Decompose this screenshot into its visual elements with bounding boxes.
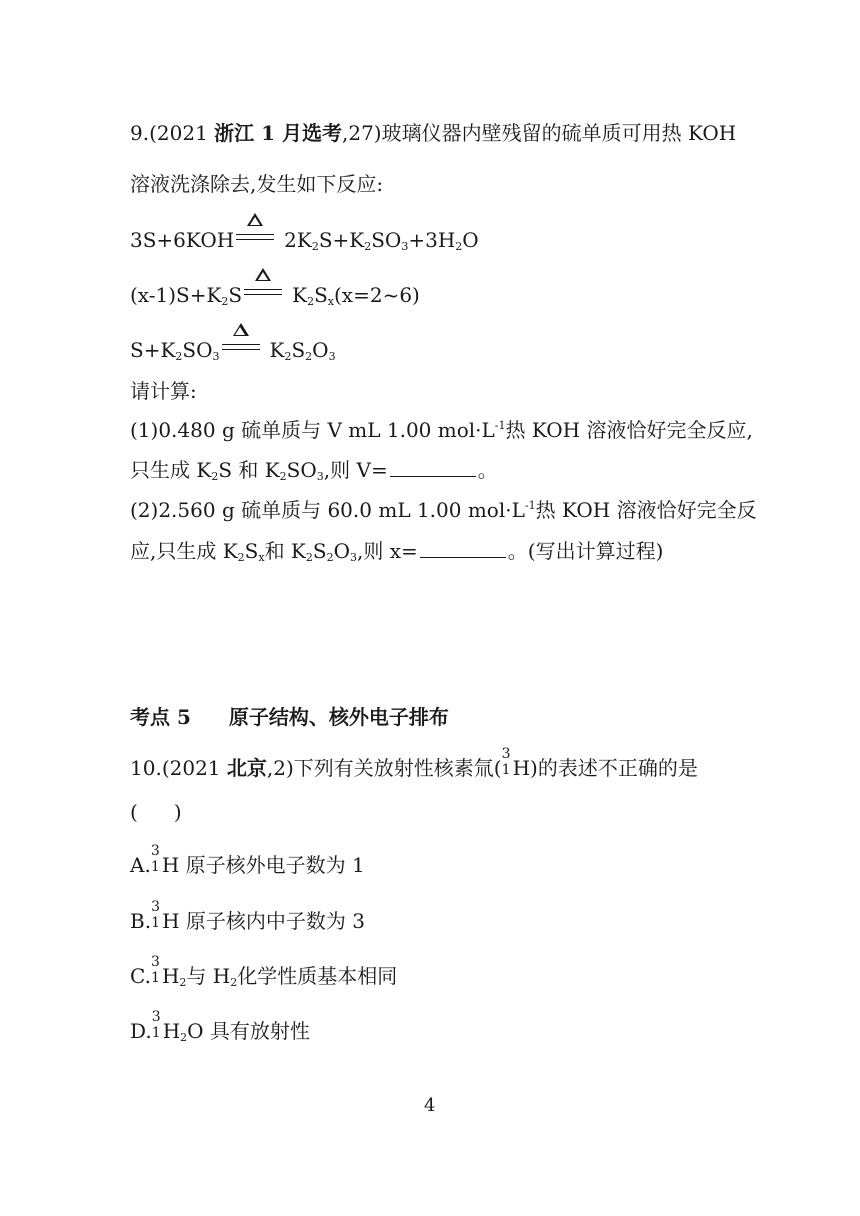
option-d[interactable]: D. 3 1 $H_2O$ 具有放射性 bbox=[130, 1009, 310, 1044]
answer-blank-x[interactable] bbox=[420, 541, 506, 558]
q9-source-place: 浙江 1 月选考 bbox=[214, 121, 342, 145]
q10-answer-paren[interactable]: ( ) bbox=[130, 800, 182, 824]
q9-part1-line1: (1)0.480 g 硫单质与 V mL 1.00 $mol\cdot L^{-1}$热 KOH 溶液恰好完全反应, bbox=[130, 418, 753, 442]
reaction-1: 3S+6KOH $2K_2S+K_2SO_3+3H_2O$ bbox=[130, 227, 479, 250]
q9-part1-line2: 只生成 $K_2S$ 和 $K_2SO_3$,则 V= 。 bbox=[130, 458, 498, 483]
q10-number: 10. bbox=[130, 756, 162, 780]
isotope-notation: 3 1 bbox=[501, 746, 511, 778]
isotope-notation: 3 1 bbox=[150, 954, 160, 986]
reaction-2: $(x-1)S+K_2S$ $K_2S_x(x=2\sim 6)$ bbox=[130, 282, 420, 305]
option-a[interactable]: A. 3 1 H 原子核外电子数为 1 bbox=[130, 843, 365, 877]
q9-part2-line1: (2)2.560 g 硫单质与 60.0 mL 1.00 $mol\cdot L^{-1}$热 KOH 溶液恰好完全反 bbox=[130, 498, 757, 522]
q9-source-rest: ,27) bbox=[342, 121, 382, 145]
reaction-1-lhs: 3S+6KOH bbox=[130, 228, 235, 252]
isotope-notation: 3 1 bbox=[151, 899, 160, 931]
q9-stem-line2: 溶液洗涤除去,发生如下反应: bbox=[130, 172, 384, 196]
q10-source-place: 北京 bbox=[226, 756, 267, 780]
isotope-notation: 3 1 bbox=[151, 1009, 161, 1041]
section-title: 原子结构、核外电子排布 bbox=[228, 705, 449, 729]
heating-equals-sign bbox=[222, 337, 260, 357]
heating-equals-sign bbox=[244, 282, 282, 302]
q9-source-year: (2021 bbox=[149, 121, 215, 145]
option-c[interactable]: C. 3 1 $H_2$与 $H_2$化学性质基本相同 bbox=[130, 954, 398, 989]
option-b[interactable]: B. 3 1 H 原子核内中子数为 3 bbox=[130, 899, 365, 933]
section-heading bbox=[130, 707, 449, 727]
heating-equals-sign bbox=[236, 227, 274, 247]
isotope-notation: 3 1 bbox=[150, 843, 160, 875]
q9-part2-line2: 应,只生成 $K_2S_x$和 $K_2S_2O_3$,则 x= 。(写出计算过程) bbox=[130, 539, 664, 564]
page-number: 4 bbox=[424, 1095, 436, 1116]
q10-stem: 10.(2021 北京,2)下列有关放射性核素氚( 3 1 H)的表述不正确的是 bbox=[130, 746, 698, 780]
q9-stem-line1: 玻璃仪器内壁残留的硫单质可用热 KOH bbox=[381, 121, 737, 145]
q9-prompt: 请计算: bbox=[130, 379, 197, 403]
section-label: 考点 5 bbox=[130, 705, 191, 729]
q9-number: 9. bbox=[130, 121, 150, 145]
q9-line1 bbox=[130, 123, 736, 143]
reaction-3: $S+K_2SO_3$ $K_2S_2O_3$ bbox=[130, 337, 336, 360]
answer-blank-v[interactable] bbox=[390, 460, 476, 477]
